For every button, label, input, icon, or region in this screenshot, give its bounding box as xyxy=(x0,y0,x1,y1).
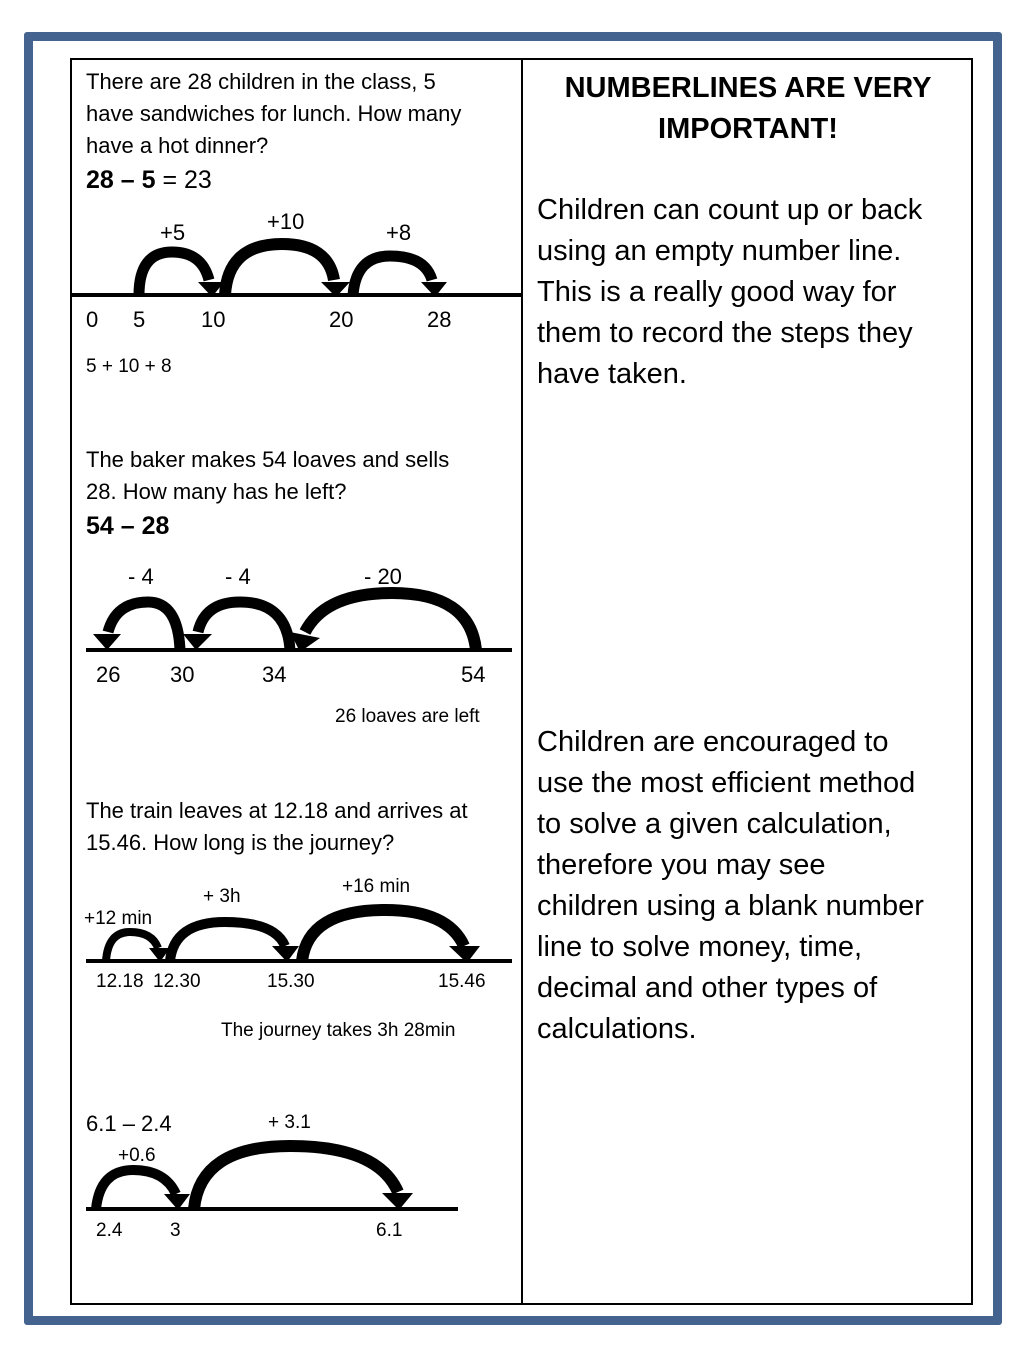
problem3-tick-1230: 12.30 xyxy=(153,971,201,992)
problem3-answer: The journey takes 3h 28min xyxy=(221,1020,456,1041)
right-para2-line8: calculations. xyxy=(537,1013,697,1045)
problem2-jump-arc-2 xyxy=(198,602,290,650)
problem3-tick-1546: 15.46 xyxy=(438,971,486,992)
problem2-question-line2: 28. How many has he left? xyxy=(86,479,347,504)
problem4-jump-label-1: +0.6 xyxy=(118,1145,156,1166)
problem2-equation: 54 – 28 xyxy=(86,512,170,540)
problem3-jump-label-3: +16 min xyxy=(342,876,411,897)
right-para2-line5: children using a blank number xyxy=(537,890,924,922)
problem1-equation-bold: 28 – 5 xyxy=(86,166,156,194)
right-para2-line1: Children are encouraged to xyxy=(537,726,889,758)
problem1-sum: 5 + 10 + 8 xyxy=(86,356,172,377)
problem2-jump-label-1: - 4 xyxy=(128,564,154,589)
problem1-tick-5: 5 xyxy=(133,307,146,332)
problem2-tick-30: 30 xyxy=(170,662,195,687)
problem1-tick-20: 20 xyxy=(329,307,354,332)
problem4-tick-2-4: 2.4 xyxy=(96,1220,123,1241)
right-title-line2: IMPORTANT! xyxy=(658,113,838,145)
problem2-tick-34: 34 xyxy=(262,662,287,687)
problem2-jump-label-3: - 20 xyxy=(364,564,402,589)
problem1-tick-0: 0 xyxy=(86,307,99,332)
problem1-question-line3: have a hot dinner? xyxy=(86,133,269,158)
problem1-jump-label-2: +10 xyxy=(267,209,305,234)
problem3-jump-arc-2 xyxy=(170,922,285,961)
problem1-tick-10: 10 xyxy=(201,307,226,332)
problem1-jump-label-3: +8 xyxy=(386,220,412,245)
problem1-jump-arc-1 xyxy=(139,252,209,295)
right-para2-line3: to solve a given calculation, xyxy=(537,808,892,840)
problem2-question-line1: The baker makes 54 loaves and sells xyxy=(86,447,450,472)
problem4-jump-arc-1 xyxy=(96,1170,176,1209)
right-para1-line5: have taken. xyxy=(537,358,687,390)
problem1-question-line2: have sandwiches for lunch. How many xyxy=(86,101,462,126)
right-para1-line2: using an empty number line. xyxy=(537,235,902,267)
right-title-line1: NUMBERLINES ARE VERY xyxy=(564,72,932,104)
problem4-jump-label-2: + 3.1 xyxy=(268,1112,311,1133)
right-para1-line4: them to record the steps they xyxy=(537,317,913,349)
problem3-jump-label-1: +12 min xyxy=(84,908,153,929)
problem2-tick-26: 26 xyxy=(96,662,121,687)
problem3-jump-arc-3 xyxy=(302,910,464,961)
problem1-jump-arc-2 xyxy=(225,244,334,295)
right-para1-line1: Children can count up or back xyxy=(537,194,923,226)
right-para2-line7: decimal and other types of xyxy=(537,972,878,1004)
problem1-jump-label-1: +5 xyxy=(160,220,186,245)
problem2-answer: 26 loaves are left xyxy=(335,706,480,727)
problem3-tick-1530: 15.30 xyxy=(267,971,315,992)
right-para2-line6: line to solve money, time, xyxy=(537,931,863,963)
problem2-jump-label-2: - 4 xyxy=(225,564,251,589)
problem3-jump-label-2: + 3h xyxy=(203,886,241,907)
problem4-tick-6-1: 6.1 xyxy=(376,1220,403,1241)
problem4-tick-3: 3 xyxy=(170,1220,181,1241)
problem4-equation: 6.1 – 2.4 xyxy=(86,1111,172,1136)
problem4-jump-arc-2 xyxy=(194,1146,398,1209)
problem1-question-line1: There are 28 children in the class, 5 xyxy=(86,69,436,94)
problem1-equation-rest: = 23 xyxy=(155,166,212,194)
problem3-tick-1218: 12.18 xyxy=(96,971,144,992)
right-para2-line2: use the most efficient method xyxy=(537,767,916,799)
problem2-jump-arc-1 xyxy=(108,602,180,650)
problem2-jump-arrow-1 xyxy=(93,634,121,650)
right-para1-line3: This is a really good way for xyxy=(537,276,897,308)
problem3-question-line2: 15.46. How long is the journey? xyxy=(86,830,395,855)
problem2-tick-54: 54 xyxy=(461,662,486,687)
problem2-jump-arc-3 xyxy=(305,593,476,650)
problem2-jump-arrow-2 xyxy=(183,634,212,650)
problem3-jump-arc-1 xyxy=(106,932,158,961)
right-para2-line4: therefore you may see xyxy=(537,849,826,881)
problem3-question-line1: The train leaves at 12.18 and arrives at xyxy=(86,798,468,823)
problem1-jump-arc-3 xyxy=(353,256,432,295)
problem1-tick-28: 28 xyxy=(427,307,452,332)
